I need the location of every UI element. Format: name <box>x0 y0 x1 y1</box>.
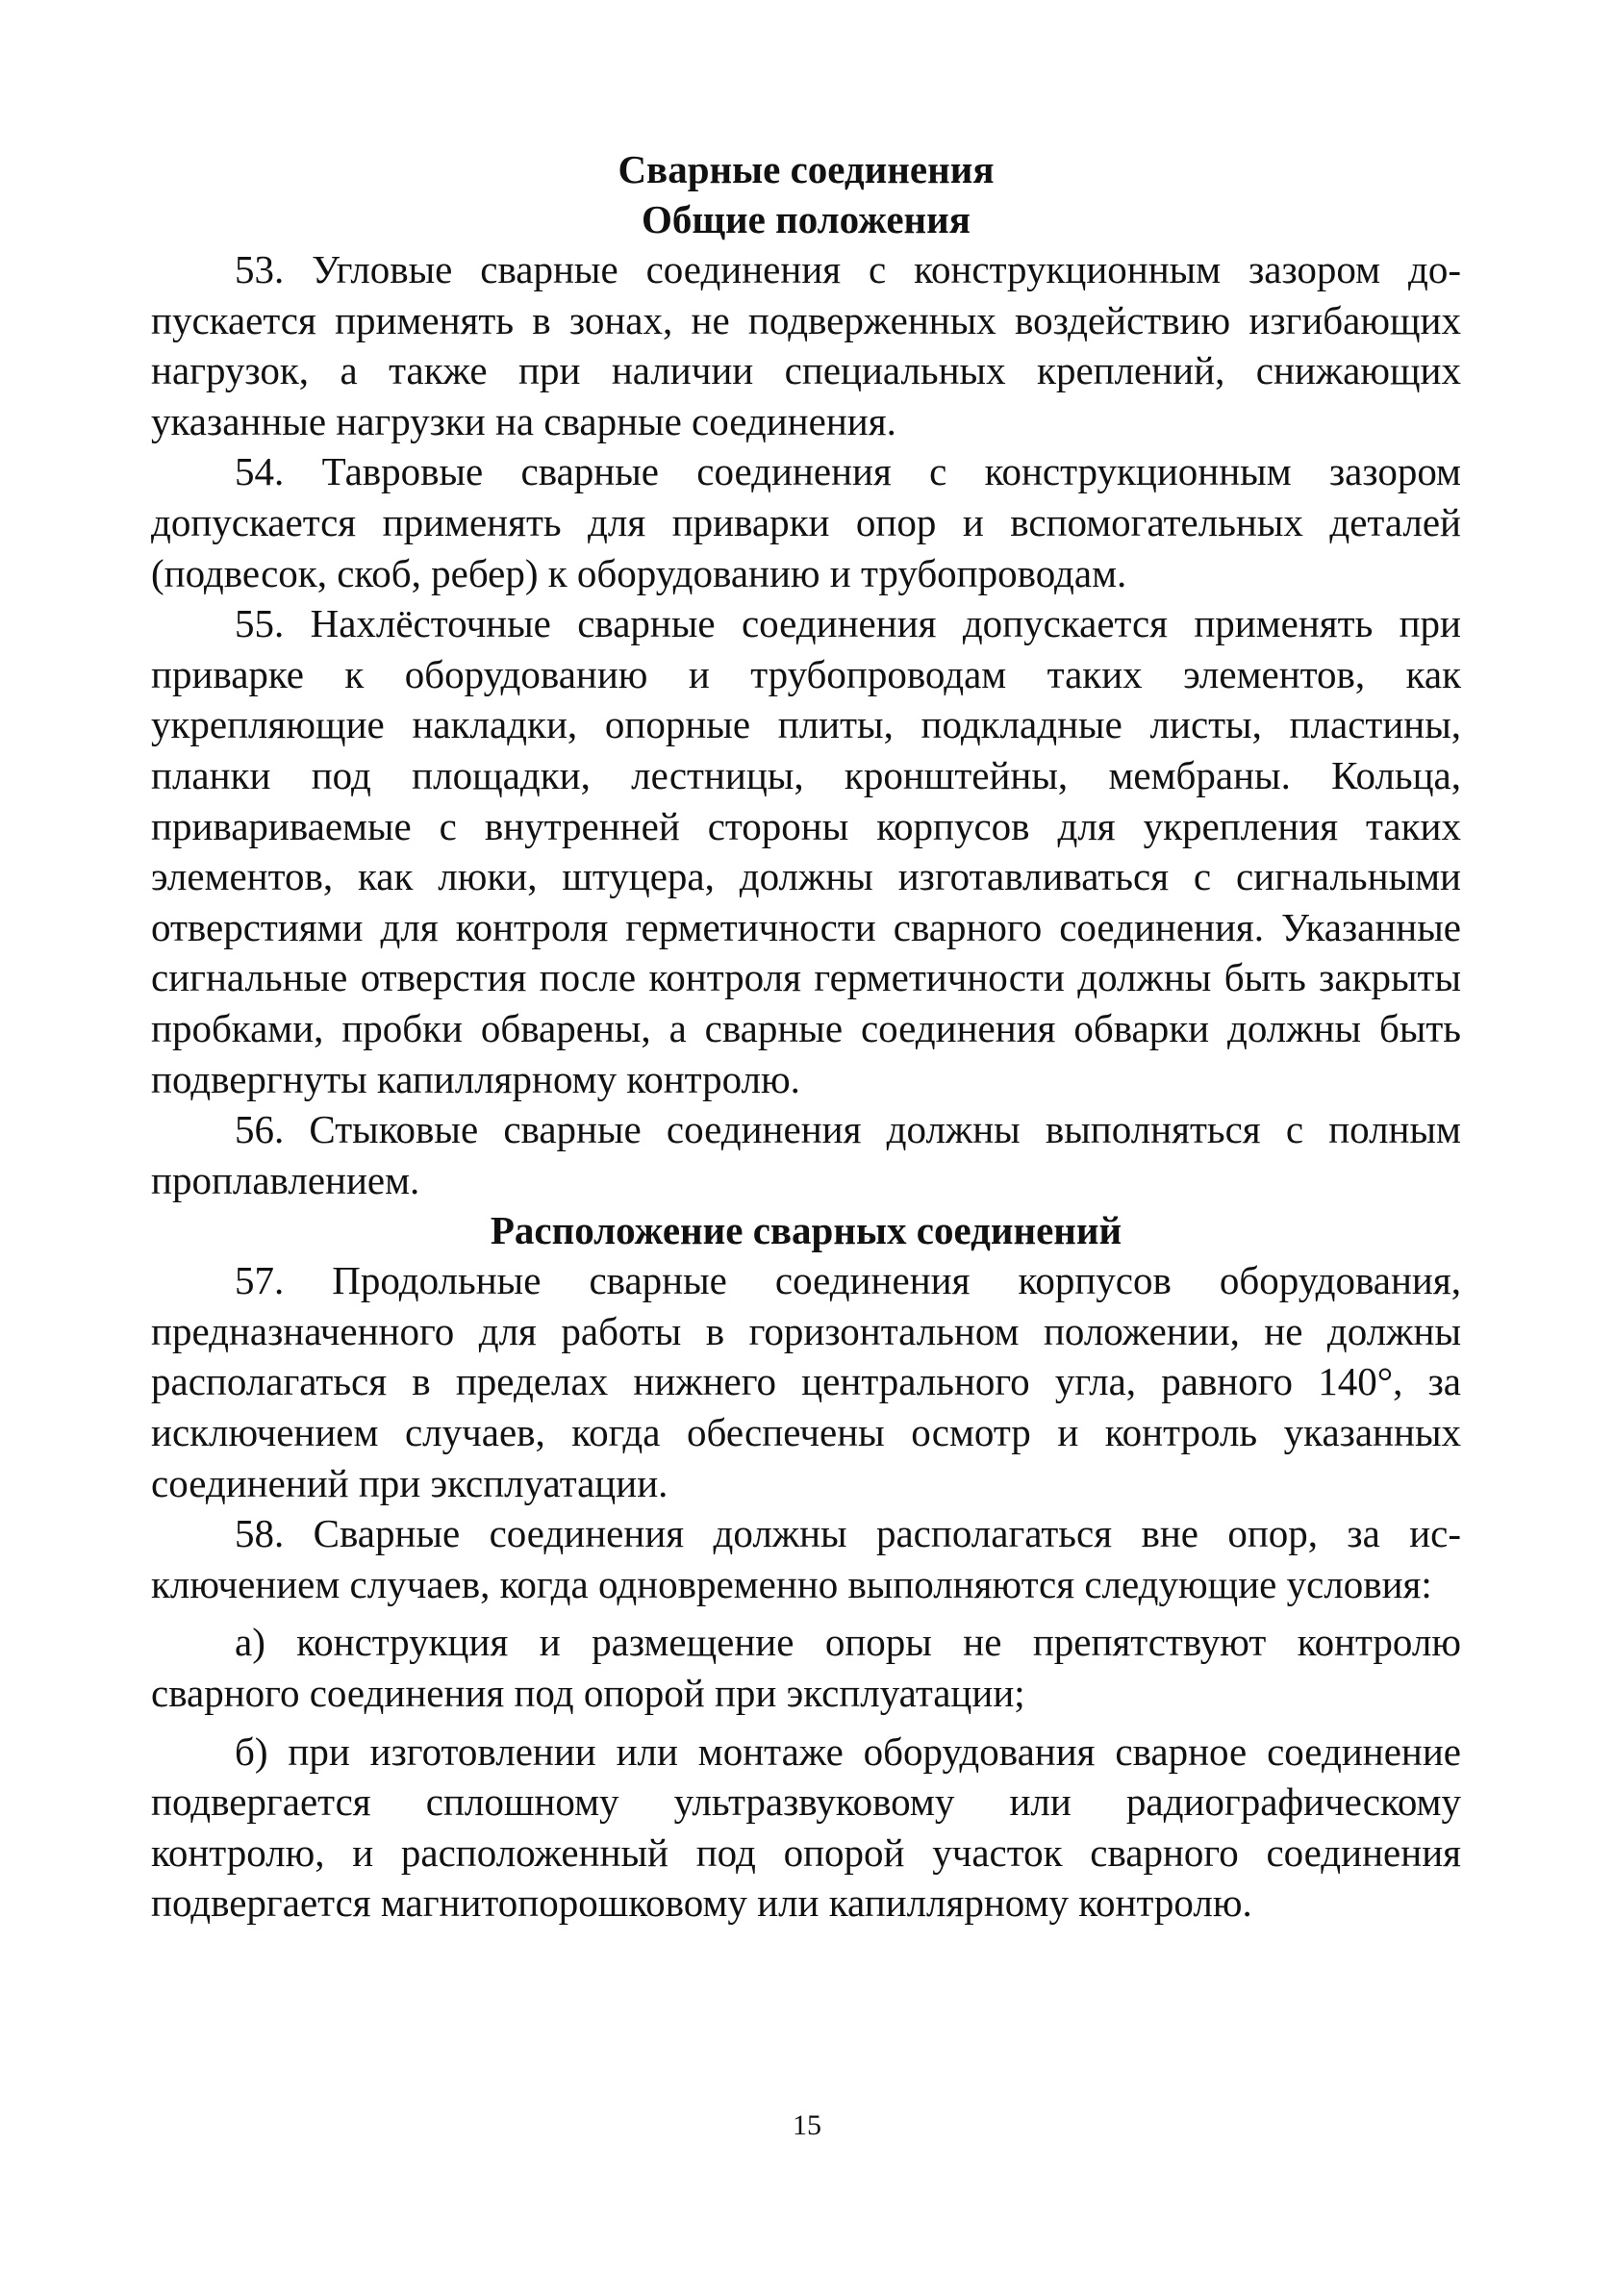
section-title: Сварные соединения <box>618 147 995 191</box>
list-item-b: б) при изготовлении или монтаже оборудования сварное соединение подвергается сплошному ультразвуковому или радиографическому контролю, и расположенный под опорой участок сварного соединения подвергается магнитопорошковому или капиллярному контролю. <box>151 1728 1461 1926</box>
page-number: 15 <box>793 2109 821 2141</box>
paragraph-56: 56. Стыковые сварные соединения должны выполняться с полным проплавлением. <box>151 1107 1461 1202</box>
paragraph-54: 54. Тавровые сварные соединения с конструкционным зазором допускается применять для приварки опор и вспомогательных деталей (подвесок, скоб, ребер) к оборудованию и трубопроводам. <box>151 449 1461 595</box>
document-page <box>151 144 1461 1929</box>
paragraph-55: 55. Нахлёсточные сварные соединения допускается применять при приварке к оборудованию и трубопроводам таких элементов, как укрепляющие накладки, опорные плиты, подкладные листы, пластины, планки под площадки, лестницы, кронштейны, мембраны. Кольца, привариваемые с внутренней стороны корпусов для укрепления таких элементов, как люки, штуцера, должны изготавливаться с сигнальными отверстиями для контроля герметичности сварного соединения. Указанные сигнальные отверстия после контроля герметичности должны быть закрыты пробками, пробки обварены, а сварные соединения обварки должны быть подвергнуты капиллярному контролю. <box>151 601 1461 1101</box>
subsection-title-location: Расположение сварных соединений <box>490 1208 1122 1253</box>
paragraph-57: 57. Продольные сварные соединения корпусов оборудования, предназначенного для работы в горизонтальном положении, не должны располагаться в пределах нижнего центрального угла, равного 140°, за исключением случаев, когда обеспечены осмотр и контроль указанных соединений при эксплуатации. <box>151 1258 1461 1505</box>
subsection-title-general: Общие положения <box>642 197 971 241</box>
paragraph-53: 53. Угловые сварные соединения с конструкционным зазором допускается применять в зонах, не подверженных воздействию изгибающих нагрузок, а также при наличии специальных креплений, снижающих указанные нагрузки на сварные соединения. <box>151 247 1461 443</box>
paragraph-58: 58. Сварные соединения должны располагаться вне опор, за исключением случаев, когда одновременно выполняются следующие условия: <box>151 1511 1461 1606</box>
list-item-a: а) конструкция и размещение опоры не препятствуют контролю сварного соединения под опорой при эксплуатации; <box>151 1620 1461 1716</box>
